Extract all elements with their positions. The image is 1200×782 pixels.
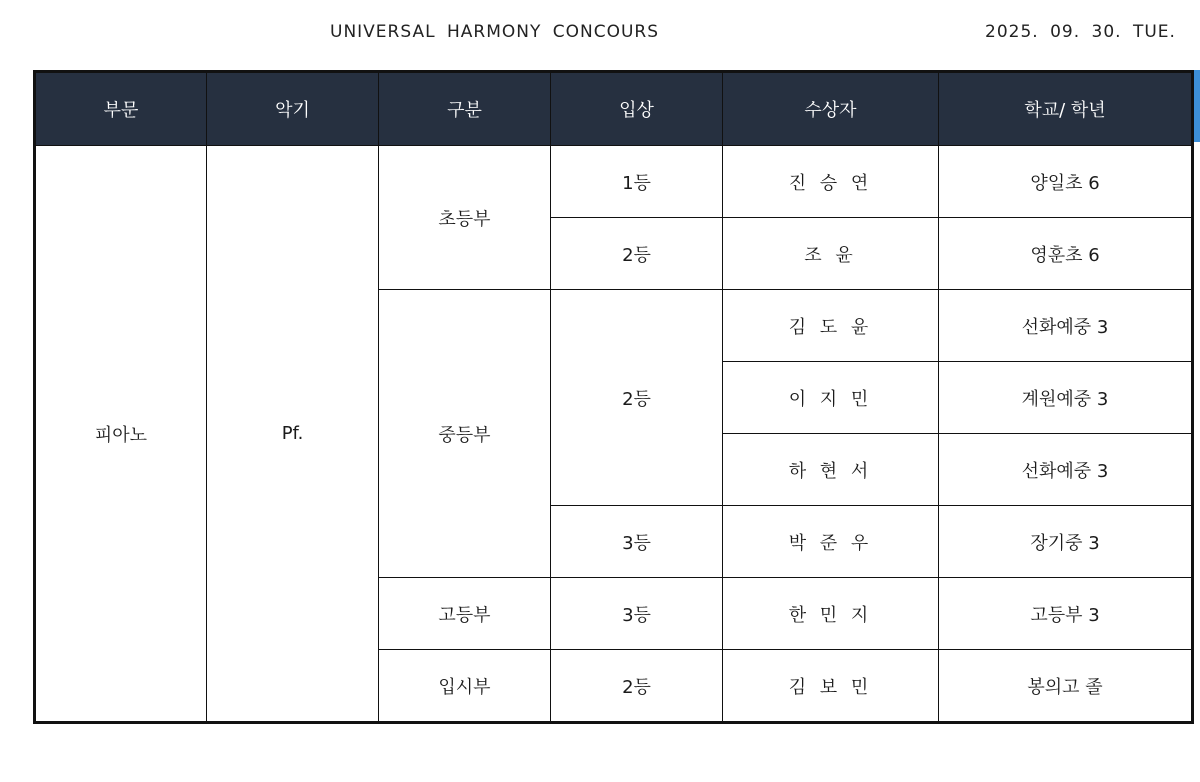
rank-cell: 3등	[551, 506, 723, 578]
column-header-instrument: 악기	[207, 72, 379, 146]
column-header-category: 구분	[379, 72, 551, 146]
winner-name-cell: 김 도 윤	[723, 290, 939, 362]
column-header-division: 부문	[35, 72, 207, 146]
school-grade-cell: 선화예중 3	[939, 290, 1193, 362]
winner-name-cell: 하 현 서	[723, 434, 939, 506]
rank-cell: 2등	[551, 290, 723, 506]
winner-name-cell: 김 보 민	[723, 650, 939, 723]
group-cell-entrance: 입시부	[379, 650, 551, 723]
group-cell-middle: 중등부	[379, 290, 551, 578]
group-cell-elementary: 초등부	[379, 146, 551, 290]
school-grade-cell: 봉의고 졸	[939, 650, 1193, 723]
column-header-winner: 수상자	[723, 72, 939, 146]
school-grade-cell: 양일초 6	[939, 146, 1193, 218]
rank-cell: 1등	[551, 146, 723, 218]
school-grade-cell: 계원예중 3	[939, 362, 1193, 434]
winner-name-cell: 박 준 우	[723, 506, 939, 578]
division-cell: 피아노	[35, 146, 207, 723]
winner-name-cell: 진 승 연	[723, 146, 939, 218]
rank-cell: 2등	[551, 218, 723, 290]
column-header-rank: 입상	[551, 72, 723, 146]
instrument-cell: Pf.	[207, 146, 379, 723]
school-grade-cell: 고등부 3	[939, 578, 1193, 650]
rank-cell: 3등	[551, 578, 723, 650]
rank-cell: 2등	[551, 650, 723, 723]
winner-name-cell: 조 윤	[723, 218, 939, 290]
school-grade-cell: 영훈초 6	[939, 218, 1193, 290]
winner-name-cell: 이 지 민	[723, 362, 939, 434]
school-grade-cell: 장기중 3	[939, 506, 1193, 578]
page-date: 2025. 09. 30. TUE.	[985, 22, 1176, 42]
page-title: UNIVERSAL HARMONY CONCOURS	[330, 22, 660, 42]
column-header-school-grade: 학교/ 학년	[939, 72, 1193, 146]
results-table	[33, 70, 1194, 724]
table-row	[35, 146, 1193, 218]
table-header-row	[35, 72, 1193, 146]
winner-name-cell: 한 민 지	[723, 578, 939, 650]
group-cell-high: 고등부	[379, 578, 551, 650]
school-grade-cell: 선화예중 3	[939, 434, 1193, 506]
